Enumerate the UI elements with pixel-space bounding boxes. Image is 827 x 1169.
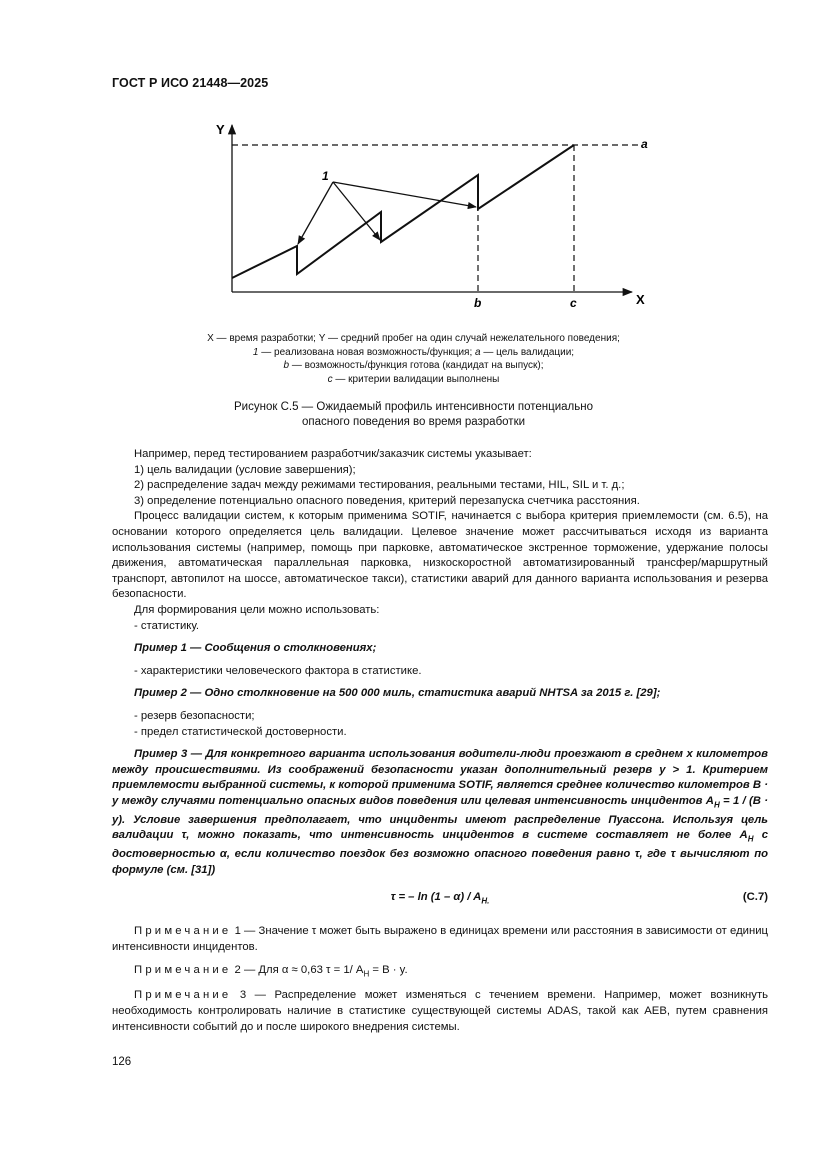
- note-2: Примечание 2 — Для α ≈ 0,63 τ = 1/ $A_H = B \cdot y$.: [134, 963, 408, 978]
- release-label: b: [474, 296, 482, 310]
- list-item: - предел статистической достоверности.: [134, 725, 347, 738]
- example-2: Пример 2 — Одно столкновение на 500 000 миль, статистика аварий NHTSA за 2015 г. [29];: [134, 687, 661, 700]
- y-axis-label: Y: [216, 122, 225, 137]
- page-number: 126: [112, 1056, 132, 1068]
- figure-title: Рисунок С.5 — Ожидаемый профиль интенсивности потенциально опасного поведения во время разработки: [234, 401, 593, 428]
- legend-line-3: b — возможность/функция готова (кандидат на выпуск);: [283, 360, 544, 371]
- note-3: Примечание 3 — Распределение может изменяться с течением времени. Например, может возникнуть необходимость контролировать наличие в статистике существующей системы ADAS, такой как AEB, путем сравнения интенсивности событий до и после широкого внедрения системы.: [112, 989, 768, 1033]
- x-axis-label: X: [636, 292, 645, 307]
- document-header: ГОСТ Р ИСО 21448—2025: [112, 76, 269, 90]
- equation-number: (C.7): [742, 891, 768, 904]
- criteria-label: c: [570, 296, 577, 310]
- list-item: - характеристики человеческого фактора в статистике.: [134, 664, 422, 677]
- paragraph-goal: Для формирования цели можно использовать:: [134, 603, 380, 616]
- safety-profile-line: [232, 145, 574, 278]
- list-item: 1) цель валидации (условие завершения);: [134, 463, 356, 476]
- legend-line-1: X — время разработки; Y — средний пробег на один случай нежелательного поведения;: [207, 333, 620, 344]
- document-body: [112, 447, 768, 1035]
- figure-legend: [0, 332, 827, 386]
- paragraph-validation: Процесс валидации систем, к которым применима SOTIF, начинается с выбора критерия приемлемости (см. 6.5), на основании которого определяется цель валидации. Целевое значение может рассчитываться исходя из варианта использования системы (например, помощь при парковке, автоматическое экстренное торможение, удержание полосы движения, автоматическая параллельная парковка, низкоскоростной автоматизированный трансфер/маршрутный транспорт, автопилот на шоссе, автоматическое такси), статистики аварий для данного варианта использования и резерва безопасности.: [112, 510, 768, 601]
- example-3: Пример 3 — Для конкретного варианта использования водители-люди проезжают в среднем x километров между происшествиями. Из соображений безопасности указан дополнительный резерв y > 1. Критерием приемлемости выбранной системы, к которой применима SOTIF, является среднее количество километров B · y между случаями потенциально опасных видов поведения или целевая интенсивность инцидентов $A_H = 1 / (B \cdot y)$. Условие завершения предполагает, что инциденты имеют распределение Пуассона. Используя цель валидации τ, можно показать, что интенсивность инцидентов в системе составляет не более $A_H$ с достоверностью α, если количество поездок без возможно опасного поведения равно τ, где τ вычисляют по формуле (см. [31]): [112, 748, 769, 876]
- paragraph-intro: Например, перед тестированием разработчик/заказчик системы указывает:: [134, 448, 532, 460]
- feature-arrow-1: [298, 182, 333, 244]
- list-item: - статистику.: [134, 619, 199, 632]
- goal-label: a: [641, 137, 648, 151]
- validation-profile-diagram: [0, 112, 827, 342]
- list-item: 3) определение потенциально опасного поведения, критерий перезапуска счетчика расстояния.: [134, 494, 640, 507]
- list-item: 2) распределение задач между режимами тестирования, реальными тестами, HIL, SIL и т. д.;: [134, 479, 625, 492]
- note-1: Примечание 1 — Значение τ может быть выражено в единицах времени или расстояния в зависимости от единиц интенсивности инцидентов.: [112, 925, 768, 953]
- example-1: Пример 1 — Сообщения о столкновениях;: [134, 642, 377, 655]
- legend-line-4: c — критерии валидации выполнены: [327, 373, 500, 385]
- feature-label: 1: [322, 169, 329, 183]
- legend-line-2: 1 — реализована новая возможность/функция; a — цель валидации;: [252, 346, 575, 358]
- formula-c7: τ = – $\ln (1 - \alpha) / A_{H.}$ (C.7): [390, 891, 768, 906]
- feature-arrow-3: [333, 182, 476, 207]
- list-item: - резерв безопасности;: [134, 709, 255, 722]
